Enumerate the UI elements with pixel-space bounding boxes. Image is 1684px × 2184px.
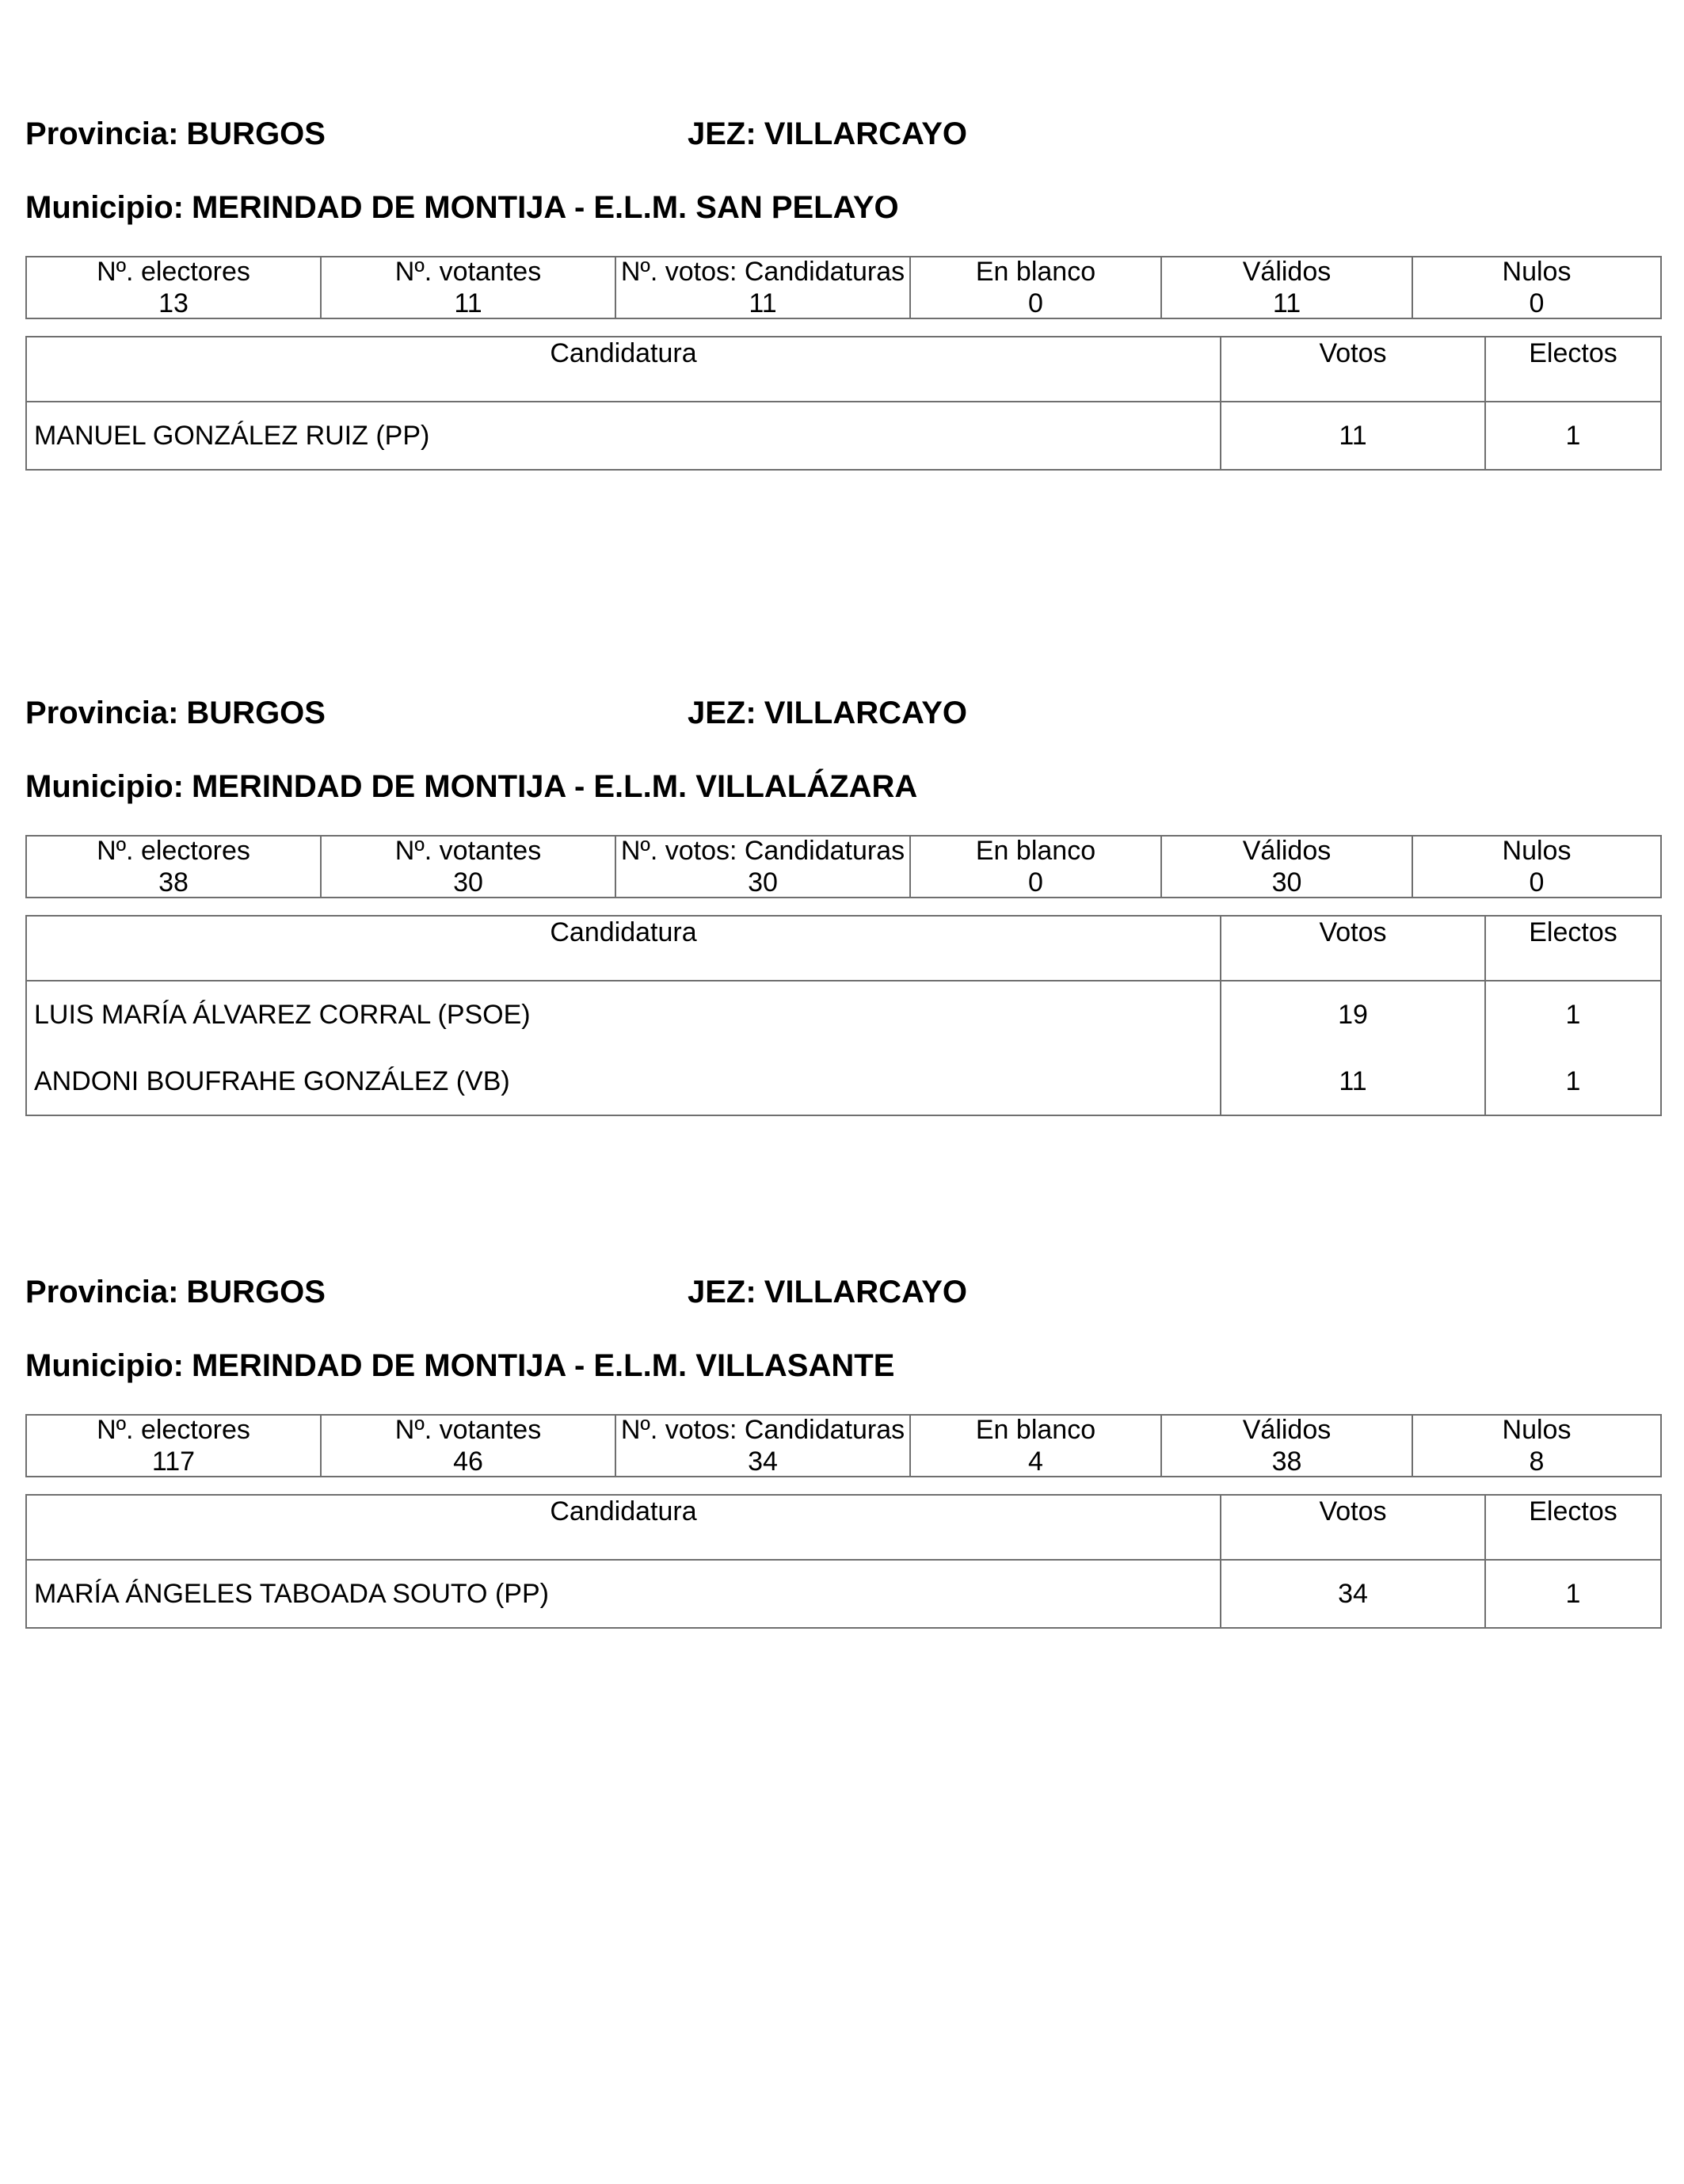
stats-value-cell: 8 (1412, 1447, 1661, 1477)
candidate-name: LUIS MARÍA ÁLVAREZ CORRAL (PSOE) (26, 981, 1221, 1048)
jez-value: VILLARCAYO (764, 116, 968, 151)
provincia-value: BURGOS (186, 696, 326, 730)
municipio-label: Municipio: (25, 1348, 184, 1383)
stats-header-cell: Válidos (1161, 1415, 1412, 1444)
stats-value-cell: 46 (321, 1447, 615, 1477)
provincia-value: BURGOS (186, 116, 326, 151)
stats-header-cell: Nº. electores (26, 1415, 321, 1444)
stats-header-row (26, 836, 1661, 865)
stats-header-cell: Nº. votos: Candidaturas (615, 1415, 910, 1444)
jez-label: JEZ: (688, 696, 756, 730)
stats-header-cell: En blanco (910, 836, 1161, 865)
provincia-label: Provincia: (25, 116, 179, 151)
candidate-row (26, 1048, 1661, 1115)
stats-value-cell: 0 (910, 868, 1161, 898)
candidate-votos: 11 (1221, 1048, 1485, 1115)
stats-value-cell: 0 (1412, 868, 1661, 898)
election-section (25, 694, 1660, 1248)
stats-value-cell: 30 (321, 868, 615, 898)
votos-header: Votos (1221, 1495, 1485, 1560)
municipio-value: MERINDAD DE MONTIJA - E.L.M. SAN PELAYO (191, 190, 899, 225)
stats-header-cell: Nº. votos: Candidaturas (615, 836, 910, 865)
jez-value: VILLARCAYO (764, 1275, 968, 1309)
municipio-line (25, 1347, 894, 1385)
stats-header-cell: Nulos (1412, 836, 1661, 865)
municipio-value: MERINDAD DE MONTIJA - E.L.M. VILLASANTE (191, 1348, 895, 1383)
candidate-name: MANUEL GONZÁLEZ RUIZ (PP) (26, 402, 1221, 470)
municipio-label: Municipio: (25, 190, 184, 225)
provincia-label: Provincia: (25, 1275, 179, 1309)
stats-values-row (26, 868, 1661, 898)
stats-header-cell: En blanco (910, 257, 1161, 286)
provincia-label: Provincia: (25, 696, 179, 730)
candidate-row (26, 402, 1661, 470)
stats-value-cell: 30 (1161, 868, 1412, 898)
candidate-name: ANDONI BOUFRAHE GONZÁLEZ (VB) (26, 1048, 1221, 1115)
electos-header: Electos (1485, 916, 1661, 981)
candidatura-header: Candidatura (26, 916, 1221, 981)
stats-header-cell: Válidos (1161, 836, 1412, 865)
stats-header-cell: Nº. votos: Candidaturas (615, 257, 910, 286)
candidate-row (26, 1560, 1661, 1628)
provincia-line (25, 694, 326, 732)
stats-header-cell: Nº. votantes (321, 836, 615, 865)
election-section (25, 115, 1660, 669)
candidates-table (25, 915, 1662, 1116)
stats-table (25, 1414, 1662, 1477)
stats-value-cell: 13 (26, 289, 321, 318)
candidate-votos: 34 (1221, 1560, 1485, 1628)
jez-label: JEZ: (688, 116, 756, 151)
stats-value-cell: 11 (615, 289, 910, 318)
candidate-electos: 1 (1485, 981, 1661, 1048)
jez-line (688, 1273, 967, 1311)
stats-header-cell: En blanco (910, 1415, 1161, 1444)
stats-value-cell: 117 (26, 1447, 321, 1477)
candidate-votos: 19 (1221, 981, 1485, 1048)
stats-value-cell: 30 (615, 868, 910, 898)
candidates-header-row (26, 337, 1661, 402)
provincia-line (25, 1273, 326, 1311)
stats-header-row (26, 257, 1661, 286)
candidates-table (25, 1494, 1662, 1629)
stats-value-cell: 4 (910, 1447, 1161, 1477)
stats-value-cell: 11 (321, 289, 615, 318)
stats-header-cell: Nº. votantes (321, 257, 615, 286)
candidatura-header: Candidatura (26, 1495, 1221, 1560)
stats-header-cell: Nº. electores (26, 836, 321, 865)
jez-line (688, 115, 967, 153)
stats-header-cell: Válidos (1161, 257, 1412, 286)
stats-value-cell: 38 (1161, 1447, 1412, 1477)
stats-values-row (26, 289, 1661, 318)
election-section (25, 1273, 1660, 1828)
jez-value: VILLARCAYO (764, 696, 968, 730)
electos-header: Electos (1485, 1495, 1661, 1560)
stats-value-cell: 38 (26, 868, 321, 898)
stats-value-cell: 11 (1161, 289, 1412, 318)
candidate-votos: 11 (1221, 402, 1485, 470)
stats-header-cell: Nº. votantes (321, 1415, 615, 1444)
municipio-line (25, 189, 899, 227)
candidate-electos: 1 (1485, 402, 1661, 470)
votos-header: Votos (1221, 916, 1485, 981)
stats-value-cell: 0 (910, 289, 1161, 318)
candidates-header-row (26, 916, 1661, 981)
candidate-name: MARÍA ÁNGELES TABOADA SOUTO (PP) (26, 1560, 1221, 1628)
jez-label: JEZ: (688, 1275, 756, 1309)
candidates-table (25, 336, 1662, 471)
jez-line (688, 694, 967, 732)
municipio-value: MERINDAD DE MONTIJA - E.L.M. VILLALÁZARA (191, 769, 918, 804)
candidate-electos: 1 (1485, 1560, 1661, 1628)
municipio-line (25, 768, 917, 806)
stats-header-row (26, 1415, 1661, 1444)
candidate-row (26, 981, 1661, 1048)
votos-header: Votos (1221, 337, 1485, 402)
stats-value-cell: 0 (1412, 289, 1661, 318)
candidates-header-row (26, 1495, 1661, 1560)
provincia-value: BURGOS (186, 1275, 326, 1309)
municipio-label: Municipio: (25, 769, 184, 804)
stats-value-cell: 34 (615, 1447, 910, 1477)
stats-values-row (26, 1447, 1661, 1477)
candidate-electos: 1 (1485, 1048, 1661, 1115)
stats-table (25, 256, 1662, 319)
stats-table (25, 835, 1662, 898)
stats-header-cell: Nº. electores (26, 257, 321, 286)
stats-header-cell: Nulos (1412, 1415, 1661, 1444)
electos-header: Electos (1485, 337, 1661, 402)
provincia-line (25, 115, 326, 153)
candidatura-header: Candidatura (26, 337, 1221, 402)
stats-header-cell: Nulos (1412, 257, 1661, 286)
